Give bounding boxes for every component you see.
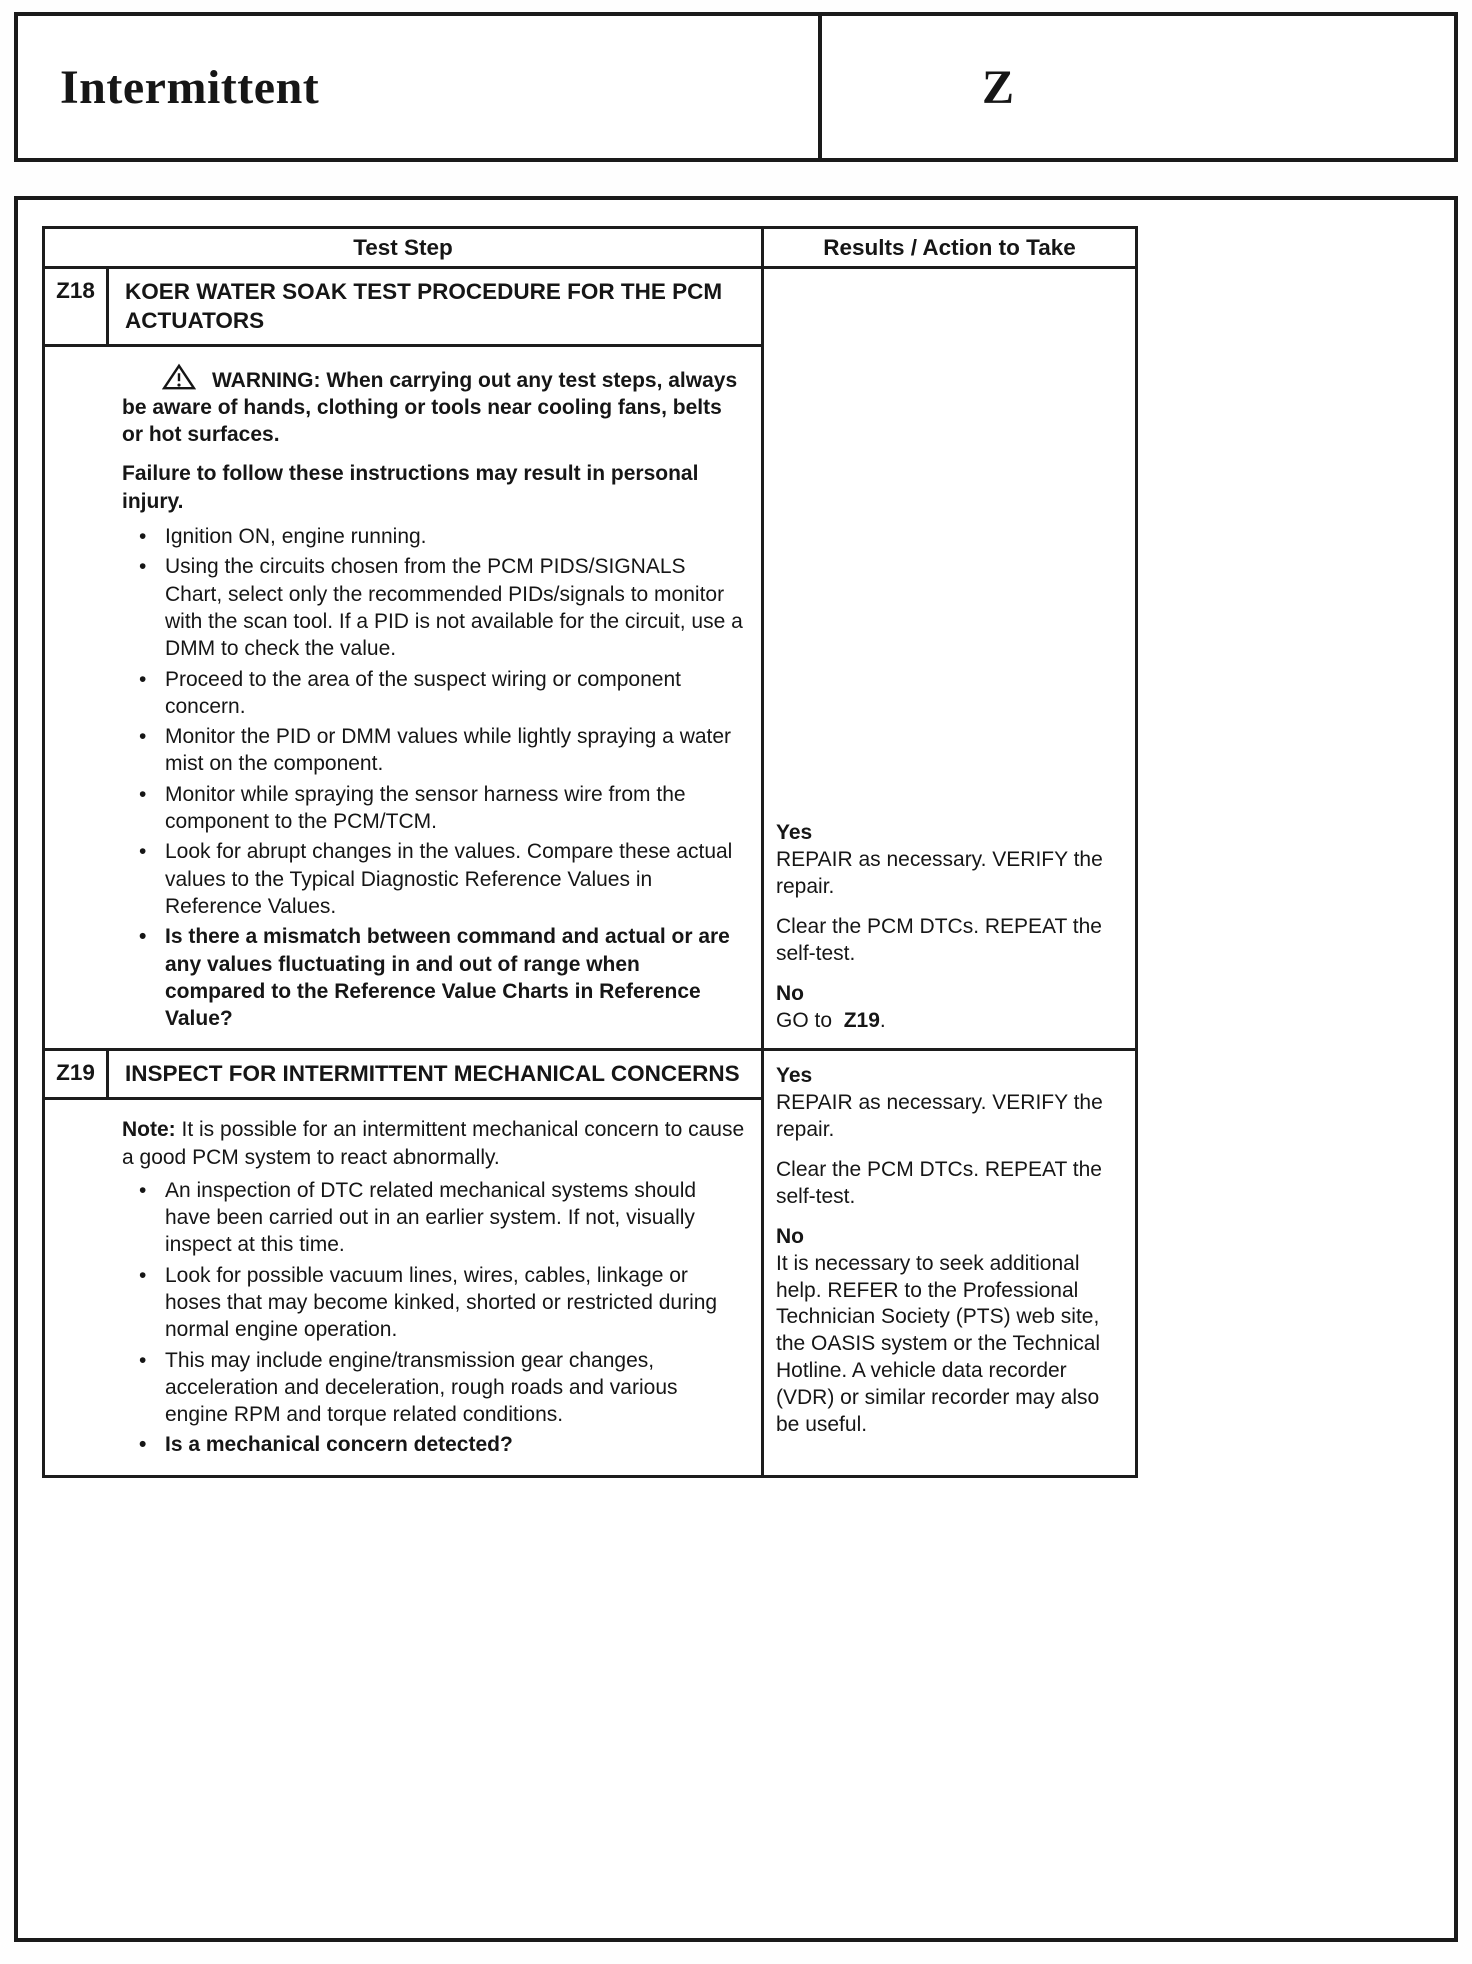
z19-step-title: INSPECT FOR INTERMITTENT MECHANICAL CONCERNS	[125, 1061, 740, 1087]
column-header-test-step: Test Step	[45, 229, 764, 266]
z18-question-item	[139, 923, 745, 1032]
column-header-results: Results / Action to Take	[823, 235, 1076, 260]
z19-question-item	[139, 1431, 745, 1458]
bullet-marker	[139, 666, 165, 721]
z18-warning-paragraph	[122, 363, 745, 449]
z19-note-label: Note:	[122, 1118, 176, 1142]
z18-no-label: No	[776, 981, 804, 1005]
bullet-item	[139, 553, 745, 662]
z19-yes-label: Yes	[776, 1064, 813, 1088]
z18-warning-text: When carrying out any test steps, always be aware of hands, clothing or tools near cooling fans, belts or hot surfaces.	[122, 368, 738, 447]
z19-test-step-column	[45, 1051, 764, 1474]
z19-results-cell	[764, 1051, 1135, 1474]
z18-no-action-target: Z19	[843, 1008, 880, 1032]
bullet-item	[139, 781, 745, 836]
bullet-text: Monitor the PID or DMM values while lightly spraying a water mist on the component.	[165, 725, 732, 776]
z18-step-id: Z18	[45, 269, 109, 344]
bullet-item	[139, 1347, 745, 1429]
z18-no-action	[776, 1008, 1125, 1035]
bullet-text: This may include engine/transmission gear changes, acceleration and deceleration, rough roads and various engine RPM and torque related conditions.	[165, 1348, 678, 1427]
bullet-text: Using the circuits chosen from the PCM PIDS/SIGNALS Chart, select only the recommended PIDs/signals to monitor with the scan tool. If a PID is not available for the circuit, use a DMM to check the value.	[165, 555, 743, 661]
bullet-marker	[139, 553, 165, 662]
z18-step-title: KOER WATER SOAK TEST PROCEDURE FOR THE PCM ACTUATORS	[125, 279, 723, 333]
section-letter-cell	[822, 16, 1454, 158]
test-step-z19	[45, 1051, 1135, 1474]
bullet-item	[139, 666, 745, 721]
z19-note-paragraph	[122, 1116, 745, 1171]
z18-no-action-prefix: GO to	[776, 1008, 833, 1032]
bullet-item	[139, 1262, 745, 1344]
z18-title-row	[45, 269, 761, 347]
z18-step-body	[45, 347, 761, 1049]
bullet-text: Proceed to the area of the suspect wiring or component concern.	[165, 667, 681, 718]
z18-results-cell	[764, 269, 1135, 1048]
content-box	[14, 196, 1458, 1942]
z19-question-text: Is a mechanical concern detected?	[165, 1433, 513, 1457]
z18-test-step-column	[45, 269, 764, 1048]
z18-warning-note: Failure to follow these instructions may result in personal injury.	[122, 462, 699, 513]
z18-question-text: Is there a mismatch between command and actual or are any values fluctuating in and out of range when compared to the Reference Value Charts in Reference Value?	[165, 925, 730, 1031]
bullet-marker	[139, 1177, 165, 1259]
z19-step-id: Z19	[45, 1051, 109, 1097]
bullet-text: Ignition ON, engine running.	[165, 525, 427, 549]
bullet-marker	[139, 723, 165, 778]
bullet-text: An inspection of DTC related mechanical systems should have been carried out in an earlier system. If not, visually inspect at this time.	[165, 1178, 697, 1257]
bullet-item	[139, 723, 745, 778]
table-header-row	[45, 229, 1135, 269]
z18-bullet-list	[122, 523, 745, 1032]
z19-yes-action-2: Clear the PCM DTCs. REPEAT the self-test.	[776, 1158, 1102, 1208]
z19-note-text: It is possible for an intermittent mechanical concern to cause a good PCM system to react abnormally.	[122, 1118, 745, 1169]
z19-no-action: It is necessary to seek additional help. REFER to the Professional Technician Society (PTS) web site, the OASIS system or the Technical Hotline. A vehicle data recorder (VDR) or similar recorder may also be useful.	[776, 1251, 1101, 1436]
test-step-z18	[45, 269, 1135, 1051]
z19-no-label: No	[776, 1224, 804, 1248]
z18-yes-label: Yes	[776, 821, 813, 845]
bullet-text: Look for abrupt changes in the values. Compare these actual values to the Typical Diagnostic Reference Values in Reference Values.	[165, 840, 733, 918]
z18-yes-action-2: Clear the PCM DTCs. REPEAT the self-test.	[776, 914, 1102, 965]
z19-step-body	[45, 1100, 761, 1475]
warning-icon	[142, 363, 212, 394]
z18-warning-label: WARNING:	[212, 368, 321, 392]
bullet-marker	[139, 1431, 165, 1458]
bullet-item	[139, 523, 745, 550]
bullet-marker	[139, 1262, 165, 1344]
bullet-marker	[139, 523, 165, 550]
bullet-marker	[139, 923, 165, 1032]
z19-bullet-list	[122, 1177, 745, 1459]
z19-yes-action-1: REPAIR as necessary. VERIFY the repair.	[776, 1091, 1103, 1142]
page-title-cell	[18, 16, 822, 158]
bullet-marker	[139, 1347, 165, 1429]
pinpoint-test-table	[42, 226, 1138, 1478]
page-title: Intermittent	[60, 60, 320, 114]
section-letter: Z	[982, 60, 1015, 114]
z18-yes-action-1: REPAIR as necessary. VERIFY the repair.	[776, 848, 1103, 899]
bullet-marker	[139, 838, 165, 920]
z18-no-action-suffix: .	[879, 1008, 886, 1032]
bullet-text: Look for possible vacuum lines, wires, cables, linkage or hoses that may become kinked, shorted or restricted during normal engine operation.	[165, 1263, 718, 1342]
page-header	[14, 12, 1458, 162]
bullet-item	[139, 838, 745, 920]
z19-title-row	[45, 1051, 761, 1100]
bullet-text: Monitor while spraying the sensor harness wire from the component to the PCM/TCM.	[165, 782, 686, 834]
bullet-item	[139, 1177, 745, 1259]
bullet-marker	[139, 781, 165, 836]
